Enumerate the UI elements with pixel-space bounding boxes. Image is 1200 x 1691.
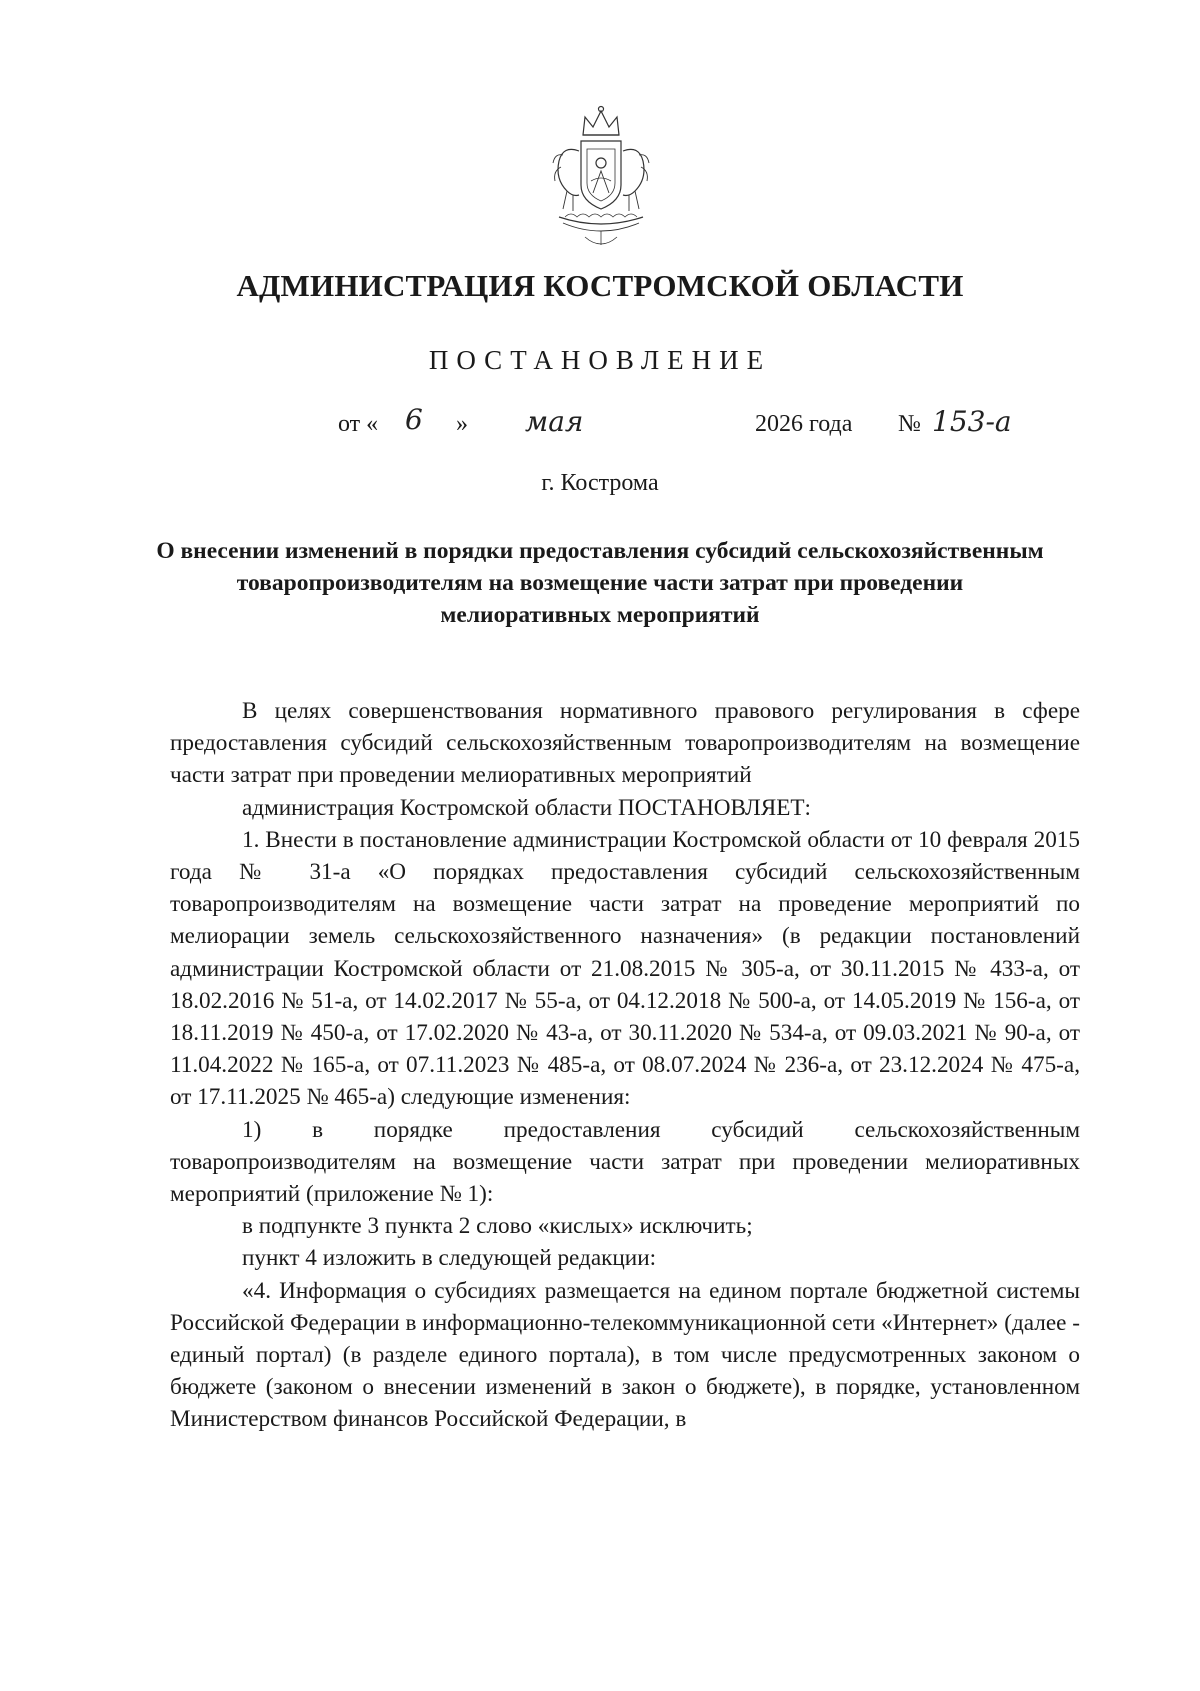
date-line: [0, 405, 1200, 449]
paragraph: в подпункте 3 пункта 2 слово «кислых» исключить;: [242, 1213, 753, 1240]
paragraph: «4. Информация о субсидиях размещается на едином портале бюджетной системы Российской Федерации в информационно-телекоммуникационной сети «Интернет» (далее - единый портал) (в разделе единого портала), в том числе предусмотренных законом о бюджете (законом о внесении изменений в закон о бюджете), в порядке, установленном Министерством финансов Российской Федерации, в: [170, 1277, 1080, 1433]
date-month: мая: [525, 405, 584, 438]
date-year: 2026 года: [755, 411, 853, 437]
date-close-quote: »: [456, 411, 468, 437]
paragraph: 1. Внести в постановление администрации Костромской области от 10 февраля 2015 года № 31-а «О порядках предоставления субсидий сельскохозяйственным товаропроизводителям на возмещение части затрат на проведение мероприятий по мелиорации земель сельскохозяйственного назначения» (в редакции постановлений администрации Костромской области от 21.08.2015 № 305-а, от 30.11.2015 № 433-а, от 18.02.2016 № 51-а, от 14.02.2017 № 55-а, от 04.12.2018 № 500-а, от 14.05.2019 № 156-а, от 18.11.2019 № 450-а, от 17.02.2020 № 43-а, от 30.11.2020 № 534-а, от 09.03.2021 № 90-а, от 11.04.2022 № 165-а, от 07.11.2023 № 485-а, от 08.07.2024 № 236-а, от 23.12.2024 № 475-а, от 17.11.2025 № 465-а) следующие изменения:: [170, 826, 1080, 1111]
paragraph: администрация Костромской области ПОСТАНОВЛЯЕТ:: [242, 794, 811, 821]
document-number: 153-а: [932, 405, 1012, 438]
number-label: №: [898, 411, 921, 437]
city: г. Кострома: [541, 470, 659, 496]
organization-name: АДМИНИСТРАЦИЯ КОСТРОМСКОЙ ОБЛАСТИ: [236, 268, 964, 303]
paragraph: пункт 4 изложить в следующей редакции:: [242, 1245, 657, 1272]
document-type: ПОСТАНОВЛЕНИЕ: [428, 345, 772, 375]
paragraph: 1) в порядке предоставления субсидий сельскохозяйственным товаропроизводителям на возмещение части затрат при проведении мелиоративных мероприятий (приложение № 1):: [170, 1116, 1080, 1208]
paragraph: В целях совершенствования нормативного правового регулирования в сфере предоставления субсидий сельскохозяйственным товаропроизводителям на возмещение части затрат при проведении мелиоративных мероприятий: [170, 698, 1080, 789]
document-title: О внесении изменений в порядки предоставления субсидий сельскохозяйственным товаропроизводителям на возмещение части затрат при проведении мелиоративных мероприятий: [156, 538, 1044, 628]
document-body: [170, 695, 1080, 1436]
date-day: 6: [405, 403, 423, 436]
date-from-label: от «: [338, 411, 379, 437]
coat-of-arms-emblem: [545, 105, 657, 255]
